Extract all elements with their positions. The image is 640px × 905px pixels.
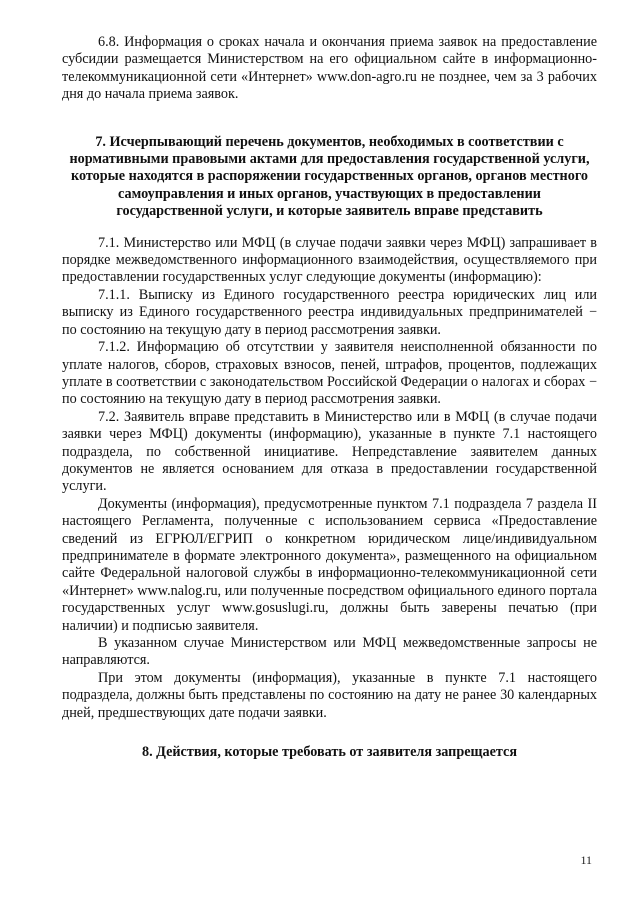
paragraph-6-8: 6.8. Информация о сроках начала и окончания приема заявок на предоставление субсидии размещается Министерством на его официальном сайте в информационно-телекоммуникационной сети «Интернет» www.don-agro.ru не позднее, чем за 3 рабочих дня до начала приема заявок. — [62, 34, 597, 103]
document-page — [62, 34, 597, 761]
spacer — [62, 221, 597, 235]
paragraph-7-1: 7.1. Министерство или МФЦ (в случае подачи заявки через МФЦ) запрашивает в порядке межведомственного информационного взаимодействия, осуществляемого при предоставлении государственных услуг следующие документы (информацию): — [62, 234, 597, 286]
page-number: 11 — [580, 853, 592, 867]
spacer — [62, 722, 597, 744]
section-8-heading: 8. Действия, которые требовать от заявителя запрещается — [141, 744, 518, 761]
paragraph-30-days: При этом документы (информация), указанные в пункте 7.1 настоящего подраздела, должны быть представлены по состоянию на дату не ранее 30 календарных дней, предшествующих дате подачи заявки. — [62, 669, 597, 721]
spacer — [62, 104, 597, 134]
paragraph-documents-info: Документы (информация), предусмотренные пунктом 7.1 подраздела 7 раздела II настоящего Регламента, полученные с использованием сервиса «Предоставление сведений из ЕГРЮЛ/ЕГРИП о конкретном юридическом лице/индивидуальном предпринимателе в формате электронного документа», размещенного на официальном сайте Федеральной налоговой службы в информационно-телекоммуникационной сети «Интернет» www.nalog.ru, или полученные посредством официального единого портала государственных услуг www.gosuslugi.ru, должны быть заверены печатью (при наличии) и подписью заявителя. — [62, 495, 597, 634]
paragraph-7-1-2: 7.1.2. Информацию об отсутствии у заявителя неисполненной обязанности по уплате налогов, сборов, страховых взносов, пеней, штрафов, процентов, подлежащих уплате в соответствии с законодательством Российской Федерации о налогах и сборах − по состоянию на текущую дату в период рассмотрения заявки. — [62, 339, 597, 408]
section-7-heading: 7. Исчерпывающий перечень документов, необходимых в соответствии с нормативными правовыми актами для предоставления государственной услуги, которые находятся в распоряжении государственных органов, органов местного самоуправления и иных органов, участвующих в предоставлении государственной услуги, и которые заявитель вправе представить — [69, 133, 590, 220]
paragraph-no-requests: В указанном случае Министерством или МФЦ межведомственные запросы не направляются. — [62, 635, 597, 669]
paragraph-7-1-1: 7.1.1. Выписку из Единого государственного реестра юридических лиц или выписку из Единого государственного реестра индивидуальных предпринимателей − по состоянию на текущую дату в период рассмотрения заявки. — [62, 286, 597, 338]
paragraph-7-2: 7.2. Заявитель вправе представить в Министерство или в МФЦ (в случае подачи заявки через МФЦ) документы (информацию), указанные в пункте 7.1 настоящего подраздела, по собственной инициативе. Непредставление заявителем данных документов не является основанием для отказа в предоставлении государственной услуги. — [62, 408, 597, 495]
